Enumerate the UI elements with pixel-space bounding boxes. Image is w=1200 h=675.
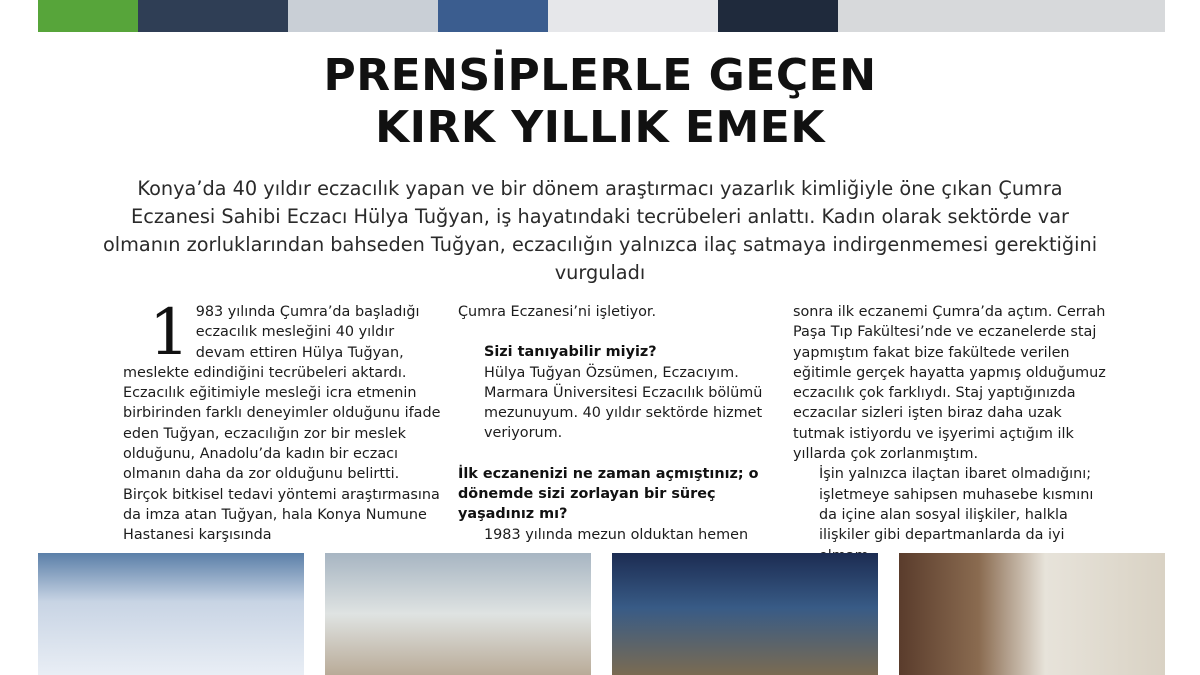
article-lead: Konya’da 40 yıldır eczacılık yapan ve bir dönem araştırmacı yazarlık kimliğiyle öne çıkan Çumra Eczanesi Sahibi Eczacı Hülya Tuğyan, iş hayatındaki tecrübeleri anlattı. Kadın olarak sektörde var olmanın zorluklarından bahseden Tuğyan, eczacılığın yalnızca ilaç satmaya indirgenmemesi gerektiğini vurguladı xyxy=(102,177,1098,284)
body-paragraph: sonra ilk eczanemi Çumra’da açtım. Cerrah Paşa Tıp Fakültesi’nde ve eczanelerde staj yapmıştım fakat bize fakültede verilen eğitimle gerçek hayatta yapmış olduğumuz eczacılık çok farklıydı. Staj yaptığınızda eczacılar sizleri işten biraz daha uzak tutmak istiyordu ve işyerimi açtığım ilk yıllarda çok zorlanmıştım. xyxy=(793,304,1106,463)
interview-answer: 1983 yılında mezun olduktan hemen xyxy=(484,526,749,543)
interview-answer: Hülya Tuğyan Özsümen, Eczacıyım. Marmara Üniversitesi Eczacılık bölümü mezunuyum. 40 yıldır sektörde hizmet veriyorum. xyxy=(484,364,763,442)
pharmacy-shelves-photo xyxy=(38,553,304,675)
body-paragraph: 983 yılında Çumra’da başladığı eczacılık mesleğini 40 yıldır devam ettiren Hülya Tuğyan, meslekte edindiğini tecrübeleri aktardı. Eczacılık eğitimiyle mesleği icra etmenin birbirinden farklı deneyimler olduğunu ifade eden Tuğyan, eczacılığın zor bir meslek olduğunu, Anadolu’da kadın bir eczacı olmanın daha da zor olduğunu belirtti. Birçok bitkisel tedavi yöntemi araştırmasına da imza atan Tuğyan, hala Konya Numune Hastanesi karşısında xyxy=(123,304,441,544)
top-photo xyxy=(548,0,718,32)
top-photo xyxy=(288,0,438,32)
article-title xyxy=(0,50,1200,154)
top-photo xyxy=(838,0,1165,32)
portrait-photo xyxy=(899,553,1165,675)
article-column-2 xyxy=(458,302,768,542)
mall-interior-photo xyxy=(612,553,878,675)
header-photo-strip xyxy=(38,0,1165,32)
top-photo xyxy=(38,0,138,32)
top-photo xyxy=(138,0,288,32)
top-photo xyxy=(438,0,548,32)
title-line-1: PRENSİPLERLE GEÇEN xyxy=(323,50,877,101)
interview-question: İlk eczanenizi ne zaman açmıştınız; o dönemde sizi zorlayan bir süreç yaşadınız mı? xyxy=(458,465,759,523)
building-photo xyxy=(325,553,591,675)
top-photo xyxy=(718,0,838,32)
body-paragraph: İşin yalnızca ilaçtan ibaret olmadığını; işletmeye sahipsen muhasebe kısmını da içine alan sosyal ilişkiler, halkla ilişkiler gibi departmanlarda da iyi xyxy=(819,466,1094,544)
drop-cap: 1 xyxy=(149,296,190,370)
title-line-2: KIRK YILLIK EMEK xyxy=(375,102,825,153)
body-paragraph: Çumra Eczanesi’ni işletiyor. xyxy=(458,304,657,320)
interview-question: Sizi tanıyabilir miyiz? xyxy=(484,344,657,361)
article-column-3 xyxy=(793,302,1108,542)
article-column-1 xyxy=(123,296,441,544)
